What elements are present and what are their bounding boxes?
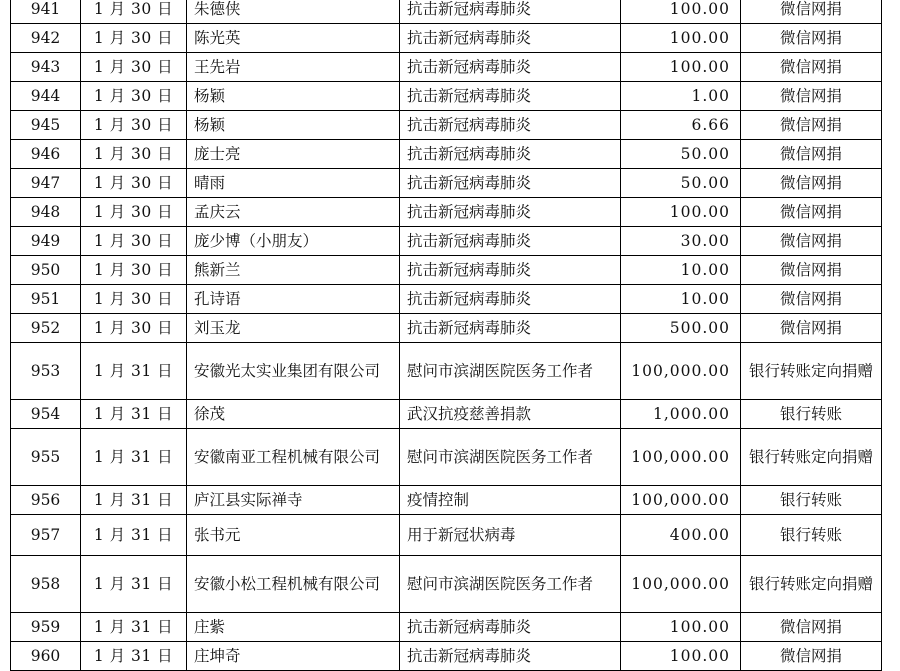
- row-date: 1 月 30 日: [81, 111, 187, 140]
- row-donor: 王先岩: [187, 53, 400, 82]
- row-method: 微信网捐: [741, 24, 882, 53]
- table-row: [11, 642, 882, 671]
- row-purpose: 抗击新冠病毒肺炎: [400, 140, 621, 169]
- row-number: 959: [11, 613, 81, 642]
- row-donor: 庄紫: [187, 613, 400, 642]
- table-row: [11, 613, 882, 642]
- row-number: 957: [11, 515, 81, 556]
- row-method: 微信网捐: [741, 111, 882, 140]
- table-row: [11, 82, 882, 111]
- row-number: 954: [11, 400, 81, 429]
- row-method: 微信网捐: [741, 53, 882, 82]
- row-method: 微信网捐: [741, 285, 882, 314]
- row-number: 956: [11, 486, 81, 515]
- row-donor: 孔诗语: [187, 285, 400, 314]
- row-donor: 安徽小松工程机械有限公司: [187, 556, 400, 613]
- row-date: 1 月 30 日: [81, 140, 187, 169]
- row-purpose: 慰问市滨湖医院医务工作者: [400, 429, 621, 486]
- row-number: 943: [11, 53, 81, 82]
- table-row: [11, 111, 882, 140]
- table-row: [11, 0, 882, 24]
- row-method: 微信网捐: [741, 140, 882, 169]
- row-date: 1 月 30 日: [81, 227, 187, 256]
- row-donor: 徐茂: [187, 400, 400, 429]
- row-donor: 张书元: [187, 515, 400, 556]
- row-donor: 晴雨: [187, 169, 400, 198]
- row-purpose: 抗击新冠病毒肺炎: [400, 169, 621, 198]
- row-amount: 1,000.00: [621, 400, 741, 429]
- row-number: 951: [11, 285, 81, 314]
- row-date: 1 月 30 日: [81, 24, 187, 53]
- row-date: 1 月 31 日: [81, 515, 187, 556]
- table-row: [11, 53, 882, 82]
- row-date: 1 月 30 日: [81, 82, 187, 111]
- row-number: 946: [11, 140, 81, 169]
- table-row: [11, 227, 882, 256]
- row-purpose: 武汉抗疫慈善捐款: [400, 400, 621, 429]
- row-amount: 100.00: [621, 642, 741, 671]
- row-method: 微信网捐: [741, 613, 882, 642]
- row-number: 952: [11, 314, 81, 343]
- row-date: 1 月 31 日: [81, 486, 187, 515]
- row-purpose: 抗击新冠病毒肺炎: [400, 24, 621, 53]
- row-date: 1 月 31 日: [81, 343, 187, 400]
- row-purpose: 抗击新冠病毒肺炎: [400, 111, 621, 140]
- row-number: 941: [11, 0, 81, 24]
- table-row: [11, 198, 882, 227]
- row-method: 银行转账: [741, 486, 882, 515]
- row-method: 微信网捐: [741, 169, 882, 198]
- row-date: 1 月 30 日: [81, 256, 187, 285]
- row-purpose: 抗击新冠病毒肺炎: [400, 82, 621, 111]
- row-number: 942: [11, 24, 81, 53]
- row-purpose: 抗击新冠病毒肺炎: [400, 314, 621, 343]
- row-date: 1 月 30 日: [81, 198, 187, 227]
- row-date: 1 月 31 日: [81, 400, 187, 429]
- row-number: 949: [11, 227, 81, 256]
- row-method: 银行转账定向捐赠: [741, 429, 882, 486]
- table-row: [11, 429, 882, 486]
- row-donor: 熊新兰: [187, 256, 400, 285]
- row-number: 944: [11, 82, 81, 111]
- row-number: 955: [11, 429, 81, 486]
- row-method: 微信网捐: [741, 227, 882, 256]
- row-amount: 1.00: [621, 82, 741, 111]
- row-date: 1 月 30 日: [81, 169, 187, 198]
- row-method: 银行转账: [741, 515, 882, 556]
- row-purpose: 用于新冠状病毒: [400, 515, 621, 556]
- row-amount: 100.00: [621, 24, 741, 53]
- row-donor: 杨颖: [187, 82, 400, 111]
- row-donor: 刘玉龙: [187, 314, 400, 343]
- donation-table: [10, 0, 882, 671]
- table-row: [11, 400, 882, 429]
- row-amount: 100,000.00: [621, 556, 741, 613]
- row-date: 1 月 30 日: [81, 285, 187, 314]
- row-amount: 500.00: [621, 314, 741, 343]
- row-amount: 50.00: [621, 140, 741, 169]
- row-date: 1 月 31 日: [81, 556, 187, 613]
- row-method: 银行转账定向捐赠: [741, 343, 882, 400]
- row-donor: 朱德侠: [187, 0, 400, 24]
- row-purpose: 慰问市滨湖医院医务工作者: [400, 343, 621, 400]
- row-purpose: 抗击新冠病毒肺炎: [400, 613, 621, 642]
- row-method: 微信网捐: [741, 256, 882, 285]
- row-amount: 100.00: [621, 198, 741, 227]
- row-date: 1 月 30 日: [81, 314, 187, 343]
- row-donor: 庄坤奇: [187, 642, 400, 671]
- row-purpose: 抗击新冠病毒肺炎: [400, 285, 621, 314]
- row-amount: 400.00: [621, 515, 741, 556]
- row-date: 1 月 31 日: [81, 613, 187, 642]
- row-donor: 庞少博（小朋友）: [187, 227, 400, 256]
- table-row: [11, 515, 882, 556]
- row-method: 微信网捐: [741, 198, 882, 227]
- table-row: [11, 314, 882, 343]
- table-row: [11, 285, 882, 314]
- row-donor: 庐江县实际禅寺: [187, 486, 400, 515]
- row-amount: 100.00: [621, 613, 741, 642]
- row-amount: 100,000.00: [621, 429, 741, 486]
- row-donor: 孟庆云: [187, 198, 400, 227]
- table-row: [11, 24, 882, 53]
- row-date: 1 月 30 日: [81, 0, 187, 24]
- row-number: 953: [11, 343, 81, 400]
- row-amount: 100,000.00: [621, 486, 741, 515]
- row-method: 微信网捐: [741, 642, 882, 671]
- row-method: 微信网捐: [741, 314, 882, 343]
- row-method: 银行转账定向捐赠: [741, 556, 882, 613]
- row-donor: 安徽光太实业集团有限公司: [187, 343, 400, 400]
- table-row: [11, 256, 882, 285]
- table-row: [11, 556, 882, 613]
- row-purpose: 抗击新冠病毒肺炎: [400, 642, 621, 671]
- row-date: 1 月 31 日: [81, 642, 187, 671]
- row-method: 微信网捐: [741, 82, 882, 111]
- row-amount: 100,000.00: [621, 343, 741, 400]
- row-purpose: 抗击新冠病毒肺炎: [400, 198, 621, 227]
- row-number: 948: [11, 198, 81, 227]
- row-number: 947: [11, 169, 81, 198]
- row-purpose: 抗击新冠病毒肺炎: [400, 53, 621, 82]
- row-amount: 10.00: [621, 285, 741, 314]
- row-purpose: 抗击新冠病毒肺炎: [400, 227, 621, 256]
- row-purpose: 慰问市滨湖医院医务工作者: [400, 556, 621, 613]
- row-purpose: 抗击新冠病毒肺炎: [400, 256, 621, 285]
- row-number: 950: [11, 256, 81, 285]
- row-amount: 100.00: [621, 0, 741, 24]
- row-donor: 庞士亮: [187, 140, 400, 169]
- row-amount: 50.00: [621, 169, 741, 198]
- row-method: 微信网捐: [741, 0, 882, 24]
- table-row: [11, 343, 882, 400]
- row-donor: 陈光英: [187, 24, 400, 53]
- row-date: 1 月 31 日: [81, 429, 187, 486]
- row-donor: 安徽南亚工程机械有限公司: [187, 429, 400, 486]
- table-row: [11, 486, 882, 515]
- row-purpose: 抗击新冠病毒肺炎: [400, 0, 621, 24]
- row-amount: 100.00: [621, 53, 741, 82]
- row-number: 960: [11, 642, 81, 671]
- row-amount: 30.00: [621, 227, 741, 256]
- row-number: 958: [11, 556, 81, 613]
- table-row: [11, 140, 882, 169]
- row-donor: 杨颖: [187, 111, 400, 140]
- row-purpose: 疫情控制: [400, 486, 621, 515]
- row-amount: 6.66: [621, 111, 741, 140]
- row-method: 银行转账: [741, 400, 882, 429]
- row-date: 1 月 30 日: [81, 53, 187, 82]
- row-number: 945: [11, 111, 81, 140]
- table-row: [11, 169, 882, 198]
- row-amount: 10.00: [621, 256, 741, 285]
